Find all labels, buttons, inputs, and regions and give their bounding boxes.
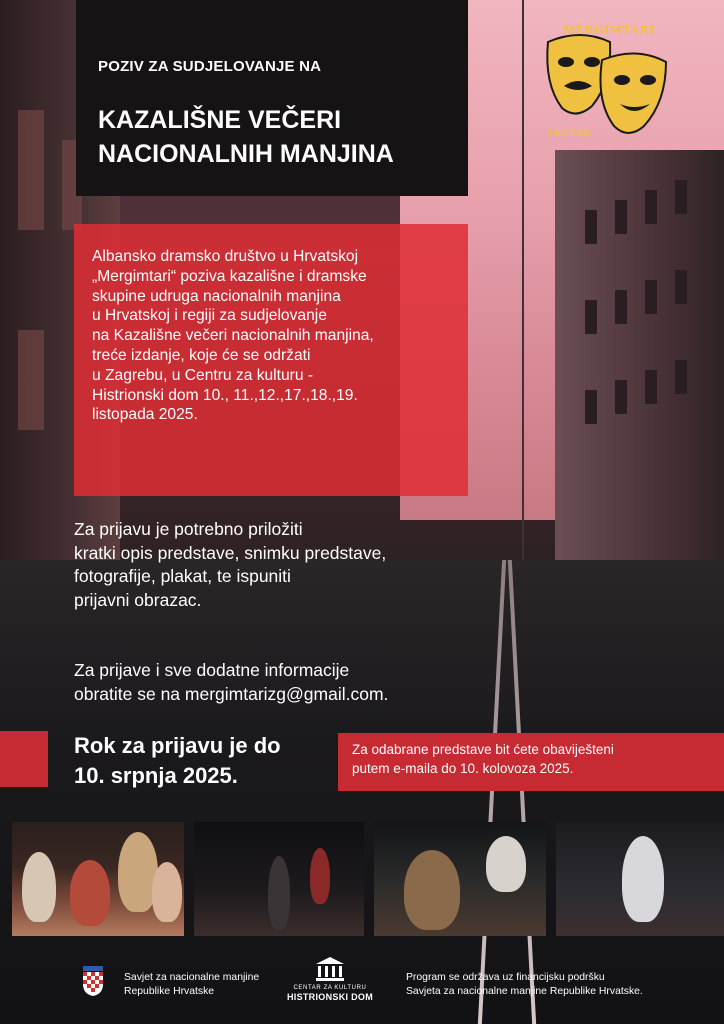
requirements-line: kratki opis predstave, snimku predstave, xyxy=(74,542,387,563)
requirements-line: Za prijavu je potrebno priložiti xyxy=(74,519,303,539)
invitation-line: Albansko dramsko društvo u Hrvatskoj xyxy=(92,248,359,265)
deadline-line: 10. srpnja 2025. xyxy=(74,763,238,788)
council-line: Savjet za nacionalne manjine xyxy=(124,972,260,983)
logo-title: MËRGIMTARI xyxy=(563,24,655,37)
deadline-accent-bar xyxy=(0,731,48,787)
support-text xyxy=(406,971,643,999)
council-text xyxy=(124,971,259,999)
invitation-line: skupine udruga nacionalnih manjina xyxy=(92,287,341,305)
venue-name: HISTRIONSKI DOM xyxy=(286,992,373,1002)
requirements-line: prijavni obrazac. xyxy=(74,589,202,610)
page-title xyxy=(98,103,394,171)
performance-photo xyxy=(194,822,364,936)
tram-pole xyxy=(522,0,524,560)
performance-photo xyxy=(556,822,724,936)
requirements-line: fotografije, plakat, te ispuniti xyxy=(74,566,291,586)
invitation-line: treće izdanje, koje će se održati xyxy=(92,346,311,364)
right-building xyxy=(555,150,724,580)
support-line: Program se održava uz financijsku podršku xyxy=(406,972,605,983)
logo-subtitle: TEATAR xyxy=(547,129,591,139)
deadline-line: Rok za prijavu je do xyxy=(74,733,281,758)
performance-photo xyxy=(374,822,546,936)
performance-photo xyxy=(12,822,184,936)
invitation-text xyxy=(92,247,462,425)
support-line: Savjeta za nacionalne manjine Republike Hrvatske. xyxy=(406,986,643,997)
title-line: KAZALIŠNE VEČERI xyxy=(98,106,342,134)
invitation-line: na Kazališne večeri nacionalnih manjina, xyxy=(92,327,374,345)
venue-label: CENTAR ZA KULTURU xyxy=(293,985,367,991)
council-line: Republike Hrvatske xyxy=(124,986,215,997)
notice-line: Za odabrane predstave bit ćete obaviješteni xyxy=(352,742,614,757)
requirements-text xyxy=(74,518,386,612)
title-line: NACIONALNIH MANJINA xyxy=(98,140,394,168)
theatre-masks-icon xyxy=(540,20,700,146)
invitation-line: „Mergimtari“ poziva kazališne i dramske xyxy=(92,267,367,285)
invitation-line: Histrionski dom 10., 11.,12.,17.,18.,19. xyxy=(92,386,358,404)
croatian-coat-of-arms-icon xyxy=(81,966,105,996)
kicker-text: POZIV ZA SUDJELOVANJE NA xyxy=(98,58,322,75)
contact-text xyxy=(74,659,388,706)
street xyxy=(0,560,724,1024)
histrionski-dom-logo-icon xyxy=(315,956,345,982)
invitation-line: listopada 2025. xyxy=(92,406,198,424)
invitation-line: u Zagrebu, u Centru za kulturu - xyxy=(92,366,314,384)
notice-text xyxy=(352,741,614,778)
deadline-text xyxy=(74,731,281,791)
contact-line: obratite se na mergimtarizg@gmail.com. xyxy=(74,683,389,704)
contact-line: Za prijave i sve dodatne informacije xyxy=(74,660,350,680)
invitation-line: u Hrvatskoj i regiji za sudjelovanje xyxy=(92,307,327,325)
notice-line: putem e-maila do 10. kolovoza 2025. xyxy=(352,760,574,776)
